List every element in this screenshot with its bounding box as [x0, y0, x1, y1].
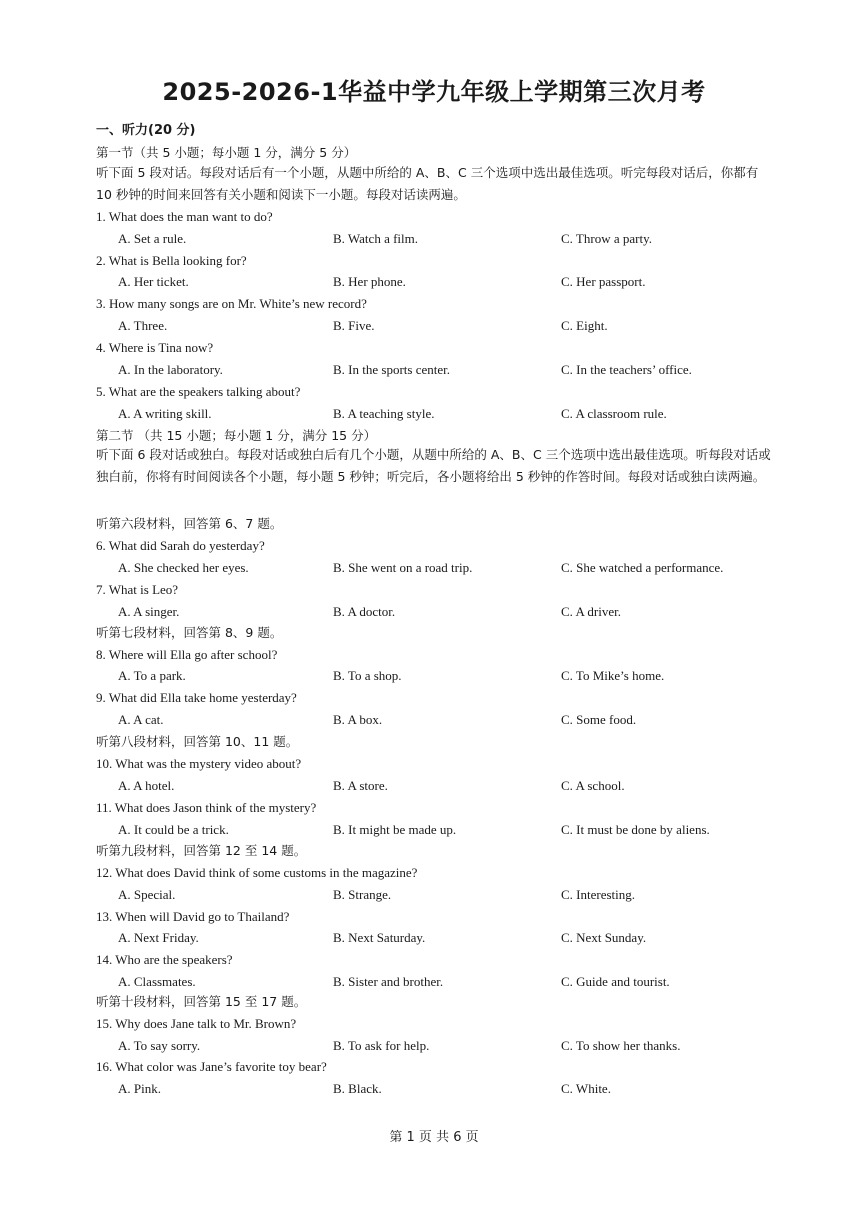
question-10: 10. What was the mystery video about? — [96, 756, 302, 771]
q1-option-a: A. Set a rule. — [118, 231, 187, 246]
q11-option-b: B. It might be made up. — [333, 822, 457, 837]
q6-option-b: B. She went on a road trip. — [333, 560, 473, 575]
q10-option-a: A. A hotel. — [118, 778, 175, 793]
question-13: 13. When will David go to Thailand? — [96, 909, 290, 924]
material-note-9: 听第九段材料，回答第 12 至 14 题。 — [96, 843, 307, 858]
part2-heading: 第二节 （共 15 小题；每小题 1 分，满分 15 分） — [96, 428, 377, 443]
q16-option-c: C. White. — [561, 1081, 611, 1096]
q2-option-b: B. Her phone. — [333, 274, 406, 289]
q4-option-a: A. In the laboratory. — [118, 362, 223, 377]
q15-option-b: B. To ask for help. — [333, 1038, 430, 1053]
question-4: 4. Where is Tina now? — [96, 340, 214, 355]
q15-option-c: C. To show her thanks. — [561, 1038, 681, 1053]
q13-option-a: A. Next Friday. — [118, 930, 199, 945]
question-6: 6. What did Sarah do yesterday? — [96, 538, 265, 553]
q9-option-a: A. A cat. — [118, 712, 164, 727]
q7-option-b: B. A doctor. — [333, 604, 396, 619]
q8-option-a: A. To a park. — [118, 668, 186, 683]
q8-option-b: B. To a shop. — [333, 668, 402, 683]
question-11: 11. What does Jason think of the mystery? — [96, 800, 317, 815]
question-12: 12. What does David think of some customs in the magazine? — [96, 865, 418, 880]
q6-option-a: A. She checked her eyes. — [118, 560, 249, 575]
q9-option-c: C. Some food. — [561, 712, 637, 727]
part2-instructions: 听下面 6 段对话或独白。每段对话或独白后有几个小题，从题中所给的 A、B、C 三个选项中选出最佳选项。听每段对话或独白前，你将有时间阅读各个小题，每小题 5 秒钟；听完后，各小题将给出 5 秒钟的作答时间。每段对话或独白读两遍。 — [96, 447, 771, 484]
question-7: 7. What is Leo? — [96, 582, 179, 597]
section-heading: 一、听力(20 分) — [96, 123, 196, 138]
q11-option-a: A. It could be a trick. — [118, 822, 229, 837]
q14-option-c: C. Guide and tourist. — [561, 974, 670, 989]
q7-option-c: C. A driver. — [561, 604, 621, 619]
q8-option-c: C. To Mike’s home. — [561, 668, 665, 683]
q6-option-c: C. She watched a performance. — [561, 560, 724, 575]
q7-option-a: A. A singer. — [118, 604, 180, 619]
q11-option-c: C. It must be done by aliens. — [561, 822, 710, 837]
question-9: 9. What did Ella take home yesterday? — [96, 690, 297, 705]
q5-option-b: B. A teaching style. — [333, 406, 435, 421]
q14-option-a: A. Classmates. — [118, 974, 196, 989]
material-note-8: 听第八段材料，回答第 10、11 题。 — [96, 734, 299, 749]
q3-option-a: A. Three. — [118, 318, 168, 333]
question-15: 15. Why does Jane talk to Mr. Brown? — [96, 1016, 297, 1031]
part1-heading: 第一节（共 5 小题；每小题 1 分，满分 5 分） — [96, 145, 357, 160]
q14-option-b: B. Sister and brother. — [333, 974, 444, 989]
q2-option-a: A. Her ticket. — [118, 274, 189, 289]
question-5: 5. What are the speakers talking about? — [96, 384, 301, 399]
q1-option-c: C. Throw a party. — [561, 231, 652, 246]
q3-option-b: B. Five. — [333, 318, 375, 333]
q10-option-c: C. A school. — [561, 778, 625, 793]
q16-option-b: B. Black. — [333, 1081, 382, 1096]
q12-option-b: B. Strange. — [333, 887, 392, 902]
question-2: 2. What is Bella looking for? — [96, 253, 247, 268]
question-8: 8. Where will Ella go after school? — [96, 647, 278, 662]
q13-option-c: C. Next Sunday. — [561, 930, 647, 945]
q12-option-c: C. Interesting. — [561, 887, 636, 902]
material-note-6: 听第六段材料，回答第 6、7 题。 — [96, 516, 283, 531]
question-3: 3. How many songs are on Mr. White’s new record? — [96, 296, 367, 311]
q9-option-b: B. A box. — [333, 712, 383, 727]
q4-option-b: B. In the sports center. — [333, 362, 450, 377]
page-footer: 第 1 页 共 6 页 — [389, 1130, 479, 1145]
q10-option-b: B. A store. — [333, 778, 388, 793]
exam-title: 2025-2026-1华益中学九年级上学期第三次月考 — [162, 78, 706, 106]
question-1: 1. What does the man want to do? — [96, 209, 273, 224]
q5-option-a: A. A writing skill. — [118, 406, 212, 421]
q3-option-c: C. Eight. — [561, 318, 608, 333]
part1-instructions: 听下面 5 段对话。每段对话后有一个小题，从题中所给的 A、B、C 三个选项中选出最佳选项。听完每段对话后，你都有 10 秒钟的时间来回答有关小题和阅读下一小题。每段对话读两遍。 — [96, 165, 759, 202]
q5-option-c: C. A classroom rule. — [561, 406, 667, 421]
question-14: 14. Who are the speakers? — [96, 952, 233, 967]
q15-option-a: A. To say sorry. — [118, 1038, 201, 1053]
material-note-7: 听第七段材料，回答第 8、9 题。 — [96, 625, 283, 640]
q1-option-b: B. Watch a film. — [333, 231, 419, 246]
question-16: 16. What color was Jane’s favorite toy bear? — [96, 1059, 327, 1074]
material-note-10: 听第十段材料，回答第 15 至 17 题。 — [96, 994, 307, 1009]
q4-option-c: C. In the teachers’ office. — [561, 362, 692, 377]
q13-option-b: B. Next Saturday. — [333, 930, 426, 945]
q12-option-a: A. Special. — [118, 887, 176, 902]
q2-option-c: C. Her passport. — [561, 274, 646, 289]
q16-option-a: A. Pink. — [118, 1081, 161, 1096]
